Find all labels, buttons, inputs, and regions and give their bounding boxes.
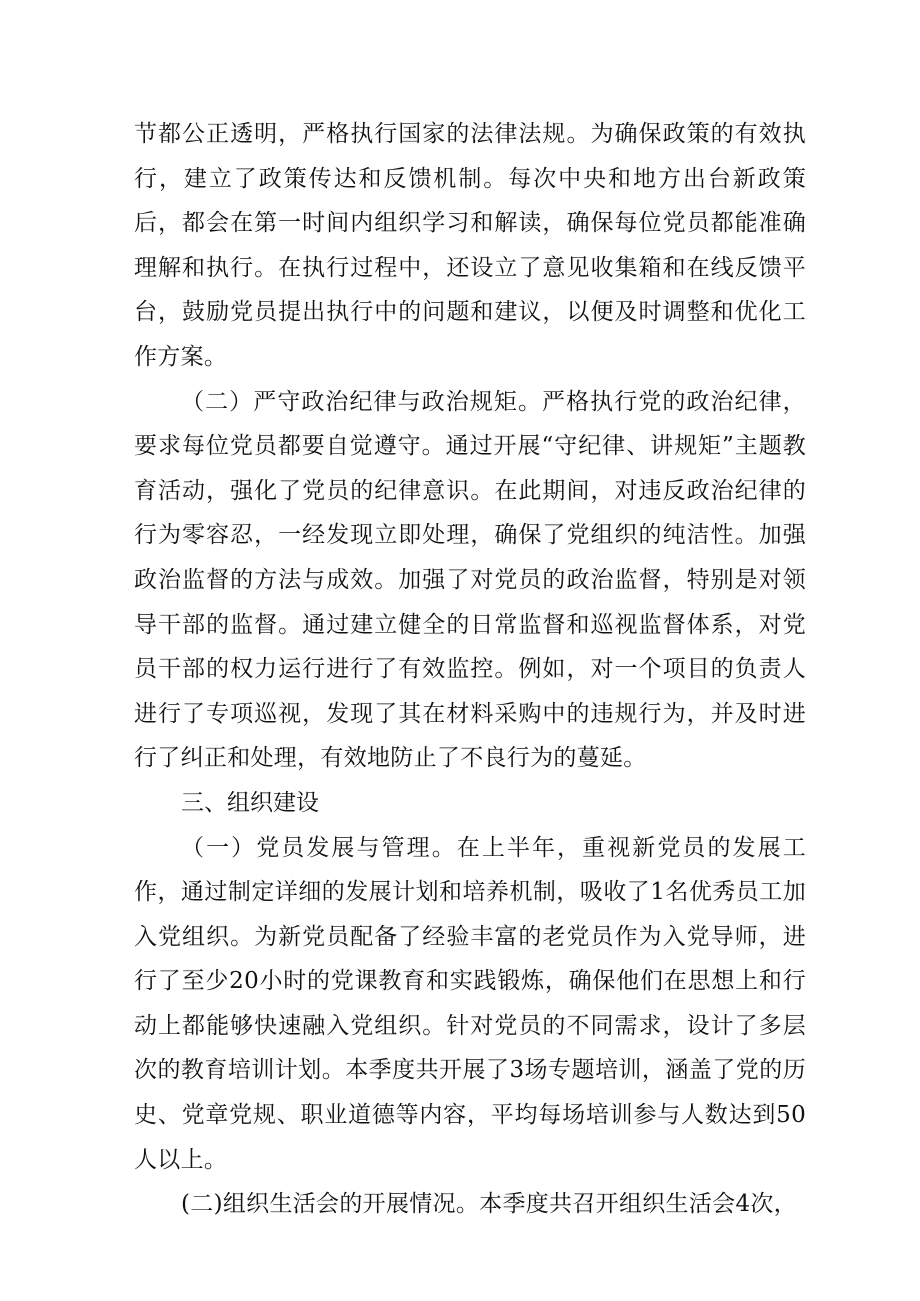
paragraph-member-development: （一）党员发展与管理。在上半年，重视新党员的发展工作，通过制定详细的发展计划和培养机制，吸收了1名优秀员工加入党组织。为新党员配备了经验丰富的老党员作为入党导师，进行了至少20小时的党课教育和实践锻炼，确保他们在思想上和行动上都能够快速融入党组织。针对党员的不同需求，设计了多层次的教育培训计划。本季度共开展了3场专题培训，涵盖了党的历史、党章党规、职业道德等内容，平均每场培训参与人数达到50人以上。 (134, 834, 806, 1173)
paragraph-organization-meetings: (二)组织生活会的开展情况。本季度共召开组织生活会4次， (181, 1191, 797, 1218)
paragraph-policy-execution: 节都公正透明，严格执行国家的法律法规。为确保政策的有效执行，建立了政策传达和反馈机制。每次中央和地方出台新政策后，都会在第一时间内组织学习和解读，确保每位党员都能准确理解和执行。在执行过程中，还设立了意见收集箱和在线反馈平台，鼓励党员提出执行中的问题和建议，以便及时调整和优化工作方案。 (134, 121, 806, 370)
section-heading-organization: 三、组织建设 (181, 789, 319, 816)
paragraph-political-discipline: （二）严守政治纪律与政治规矩。严格执行党的政治纪律，要求每位党员都要自觉遵守。通过开展“守纪律、讲规矩”主题教育活动，强化了党员的纪律意识。在此期间，对违反政治纪律的行为零容忍，一经发现立即处理，确保了党组织的纯洁性。加强政治监督的方法与成效。加强了对党员的政治监督，特别是对领导干部的监督。通过建立健全的日常监督和巡视监督体系，对党员干部的权力运行进行了有效监控。例如，对一个项目的负责人进行了专项巡视，发现了其在材料采购中的违规行为，并及时进行了纠正和处理，有效地防止了不良行为的蔓延。 (134, 388, 806, 772)
document-body (134, 112, 806, 1227)
